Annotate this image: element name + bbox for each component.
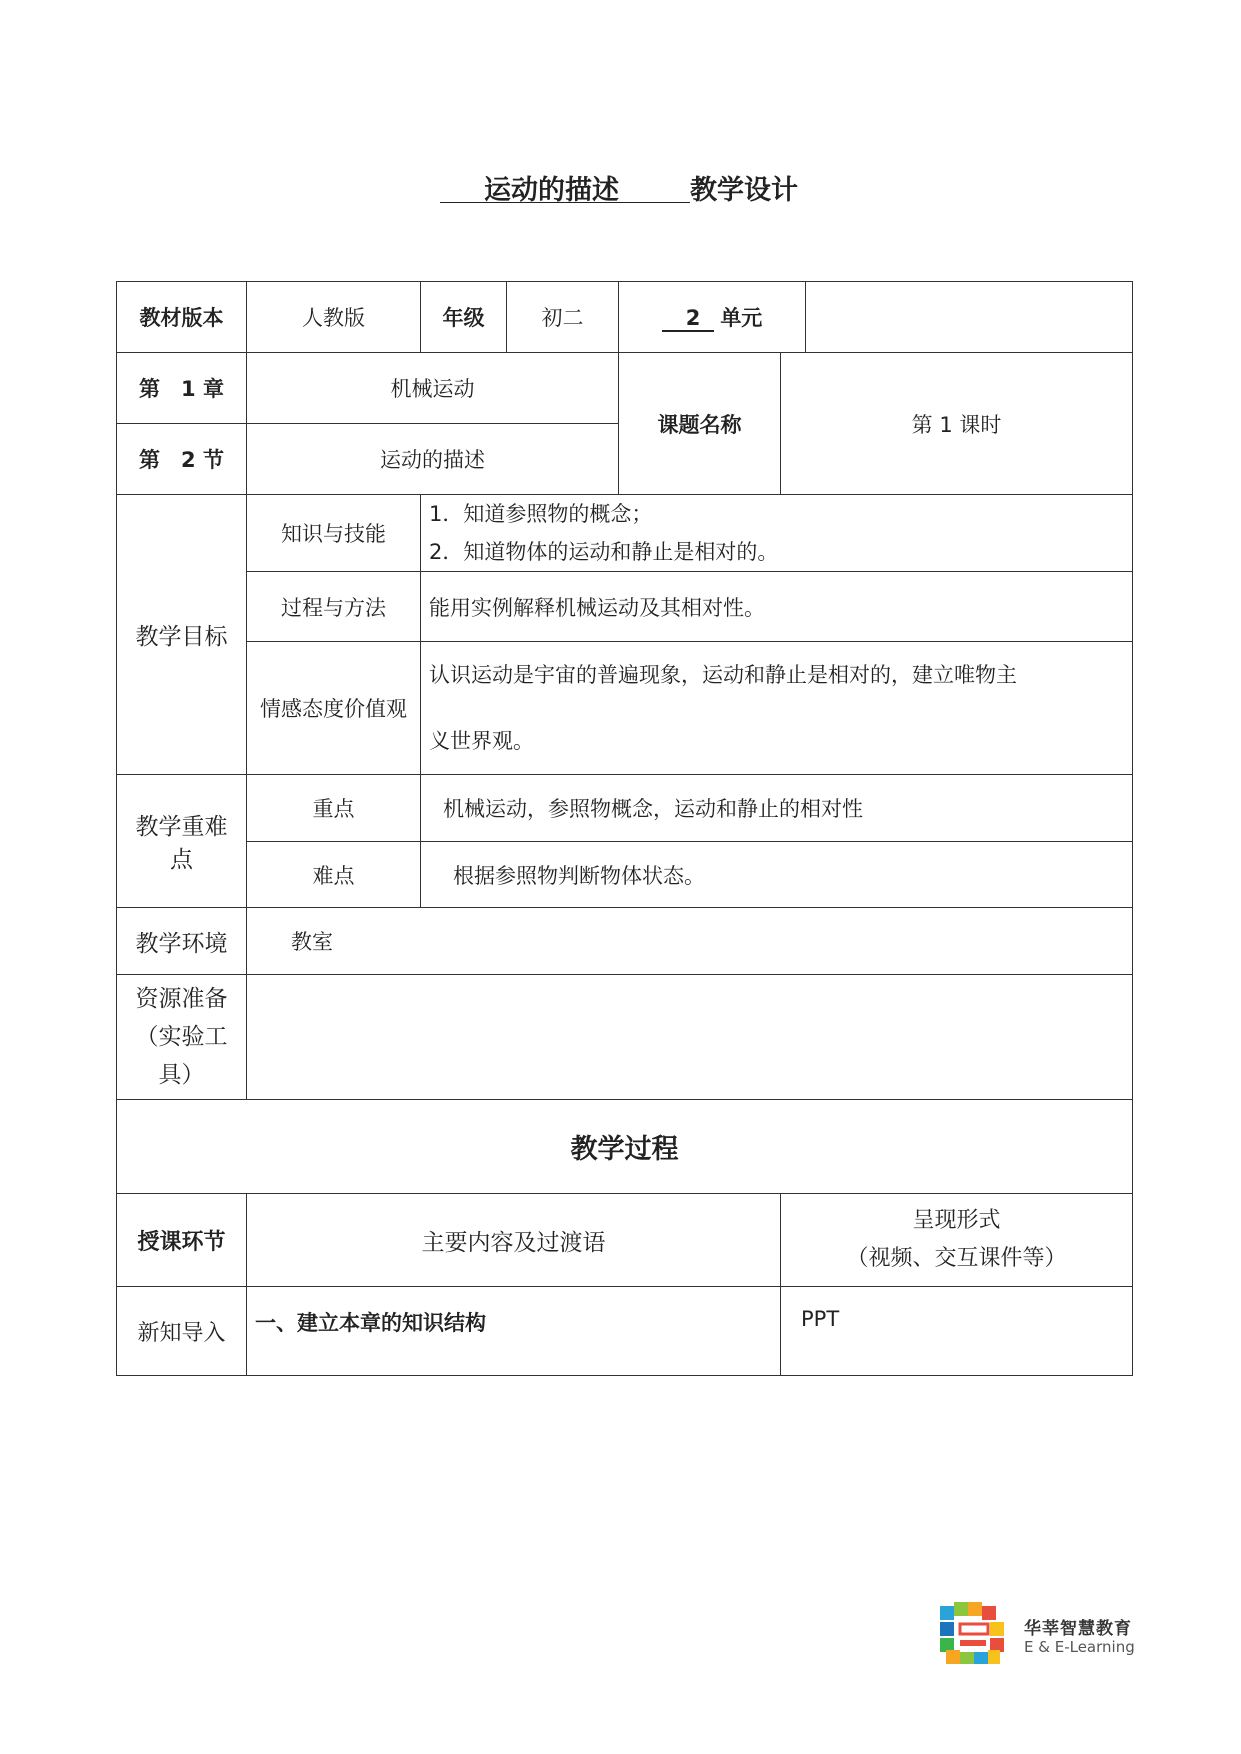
focus-text: 机械运动，参照物概念，运动和静止的相对性: [421, 775, 1133, 842]
chapter-label: 第 1 章: [117, 353, 247, 424]
logo-text-en: E & E-Learning: [1024, 1638, 1135, 1656]
process-col-form-line-2: （视频、交互课件等）: [846, 1246, 1067, 1271]
section-value: 运动的描述: [247, 424, 619, 495]
knowledge-label: 知识与技能: [247, 495, 421, 572]
resources-label-line-2: （实验工具）: [135, 1024, 228, 1088]
lesson-plan-table: [116, 281, 1133, 1376]
blank-cell: [806, 282, 1133, 353]
resources-label-line-1: 资源准备: [135, 986, 228, 1012]
resources-value: [247, 975, 1133, 1100]
process-row-form: PPT: [781, 1287, 1133, 1376]
logo-text-cn: 华莘智慧教育: [1024, 1619, 1132, 1639]
lesson-title-value: 第 1 课时: [781, 353, 1133, 495]
process-heading: 教学过程: [117, 1100, 1133, 1194]
title-topic: 运动的描述: [484, 175, 619, 206]
unit-number: 2: [662, 306, 715, 332]
process-col-content: 主要内容及过渡语: [247, 1194, 781, 1287]
key-points-label: 教学重难点: [117, 775, 247, 908]
difficulty-text: 根据参照物判断物体状态。: [421, 842, 1133, 908]
process-row-content: 一、建立本章的知识结构: [247, 1287, 781, 1376]
grade-value: 初二: [507, 282, 619, 353]
focus-label: 重点: [247, 775, 421, 842]
unit-cell: [619, 282, 806, 353]
process-row-stage: 新知导入: [117, 1287, 247, 1376]
unit-label: 单元: [720, 306, 763, 330]
process-col-form: [781, 1194, 1133, 1287]
chapter-value: 机械运动: [247, 353, 619, 424]
emotion-label: 情感态度价值观: [247, 642, 421, 775]
knowledge-text: [421, 495, 1133, 572]
objectives-label: 教学目标: [117, 495, 247, 775]
process-col-form-line-1: 呈现形式: [912, 1208, 1001, 1233]
emotion-text: [421, 642, 1133, 775]
section-label: 第 2 节: [117, 424, 247, 495]
environment-value: 教室: [247, 908, 1133, 975]
process-text: 能用实例解释机械运动及其相对性。: [421, 572, 1133, 642]
logo-mark-icon: [938, 1600, 1008, 1666]
knowledge-line-2: 2．知道物体的运动和静止是相对的。: [429, 540, 779, 564]
document-title: [0, 168, 1241, 208]
grade-label: 年级: [421, 282, 507, 353]
emotion-line-2: 义世界观。: [429, 729, 534, 753]
edition-label: 教材版本: [117, 282, 247, 353]
difficulty-label: 难点: [247, 842, 421, 908]
process-col-stage: 授课环节: [117, 1194, 247, 1287]
edition-value: 人教版: [247, 282, 421, 353]
lesson-title-label: 课题名称: [619, 353, 781, 495]
resources-label: [117, 975, 247, 1100]
environment-label: 教学环境: [117, 908, 247, 975]
process-label: 过程与方法: [247, 572, 421, 642]
knowledge-line-1: 1．知道参照物的概念；: [429, 502, 653, 526]
brand-logo: [938, 1600, 1138, 1670]
emotion-line-1: 认识运动是宇宙的普遍现象，运动和静止是相对的，建立唯物主: [429, 663, 1017, 687]
title-suffix: 教学设计: [690, 175, 798, 206]
